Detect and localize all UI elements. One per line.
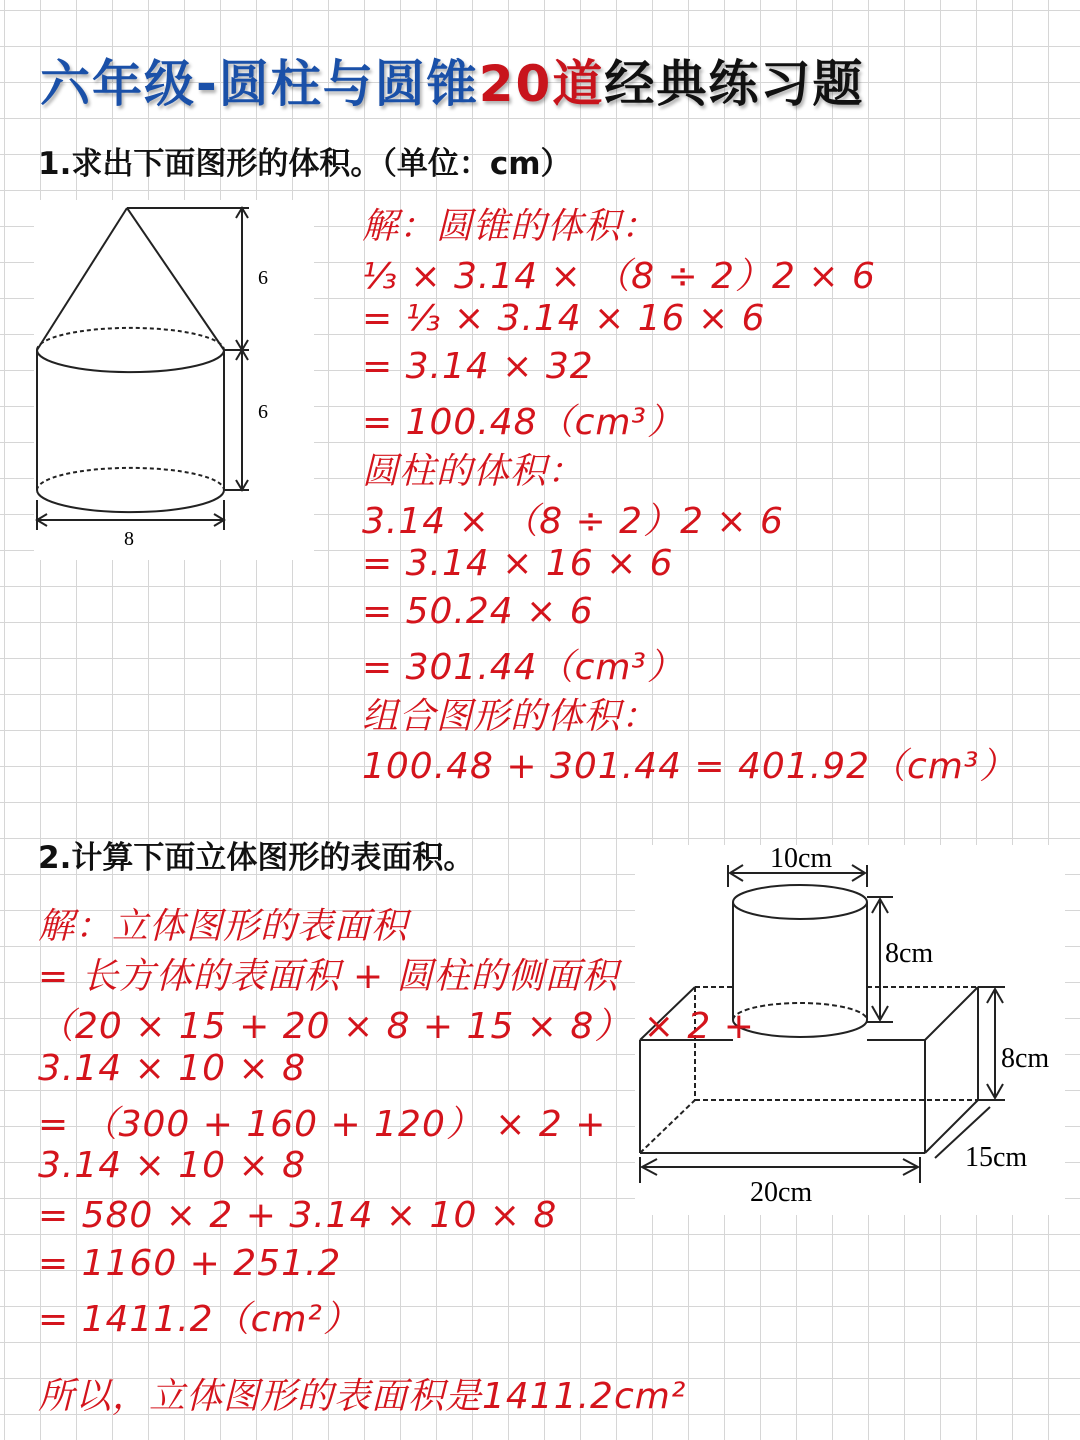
page-title	[40, 44, 864, 116]
cone-height-label: 6	[258, 267, 268, 289]
box-height-label: 8cm	[1001, 1043, 1050, 1074]
q2-solution-line: = 1160 + 251.2	[38, 1243, 342, 1284]
title-part1: 六年级-圆柱与圆锥	[40, 55, 479, 113]
q2-solution-line: 解：立体图形的表面积	[38, 906, 409, 947]
diameter-label: 8	[124, 528, 134, 550]
q2-solution-line: = （300 + 160 + 120） × 2 +	[38, 1104, 607, 1145]
q2-solution-line: 3.14 × 10 × 8	[38, 1048, 306, 1089]
q1-solution-line: = 100.48（cm³）	[362, 402, 684, 443]
q2-solution-line: = 580 × 2 + 3.14 × 10 × 8	[38, 1195, 558, 1236]
q1-solution-line: 3.14 × （8 ÷ 2）2 × 6	[362, 501, 784, 542]
q2-solution-line: （20 × 15 + 20 × 8 + 15 × 8） × 2 +	[38, 1006, 755, 1047]
cyl-diameter-label: 10cm	[770, 845, 833, 874]
box-length-label: 20cm	[750, 1177, 813, 1208]
q2-conclusion: 所以，立体图形的表面积是1411.2cm²	[38, 1376, 687, 1417]
q1-solution-line: ⅓ × 3.14 × （8 ÷ 2）2 × 6	[362, 256, 876, 297]
q1-solution-line: = 50.24 × 6	[362, 591, 594, 632]
q2-solution-line: = 长方体的表面积 + 圆柱的侧面积	[38, 956, 619, 997]
question-1: 1.求出下面图形的体积。（单位：cm）	[38, 146, 572, 182]
q1-solution-line: = 3.14 × 16 × 6	[362, 543, 674, 584]
q1-solution-line: 组合图形的体积：	[362, 696, 659, 737]
q1-solution-line: = 301.44（cm³）	[362, 647, 684, 688]
title-part3: 经典练习题	[604, 55, 865, 113]
q1-solution-line: = 3.14 × 32	[362, 346, 594, 387]
q1-solution-line: 解：圆锥的体积：	[362, 206, 659, 247]
title-part2: 20道	[478, 55, 605, 113]
question-2: 2.计算下面立体图形的表面积。	[38, 840, 475, 876]
q2-solution-line: = 1411.2（cm²）	[38, 1299, 360, 1340]
q2-solution-line: 3.14 × 10 × 8	[38, 1145, 306, 1186]
cylinder-height-label: 6	[258, 401, 268, 423]
q1-solution-line: 圆柱的体积：	[362, 451, 585, 492]
cone-cylinder-figure	[34, 200, 314, 560]
q1-solution-line: = ⅓ × 3.14 × 16 × 6	[362, 298, 766, 339]
q1-solution-line: 100.48 + 301.44 = 401.92（cm³）	[362, 746, 1017, 787]
cyl-height-label: 8cm	[885, 938, 934, 969]
box-width-label: 15cm	[965, 1142, 1028, 1173]
